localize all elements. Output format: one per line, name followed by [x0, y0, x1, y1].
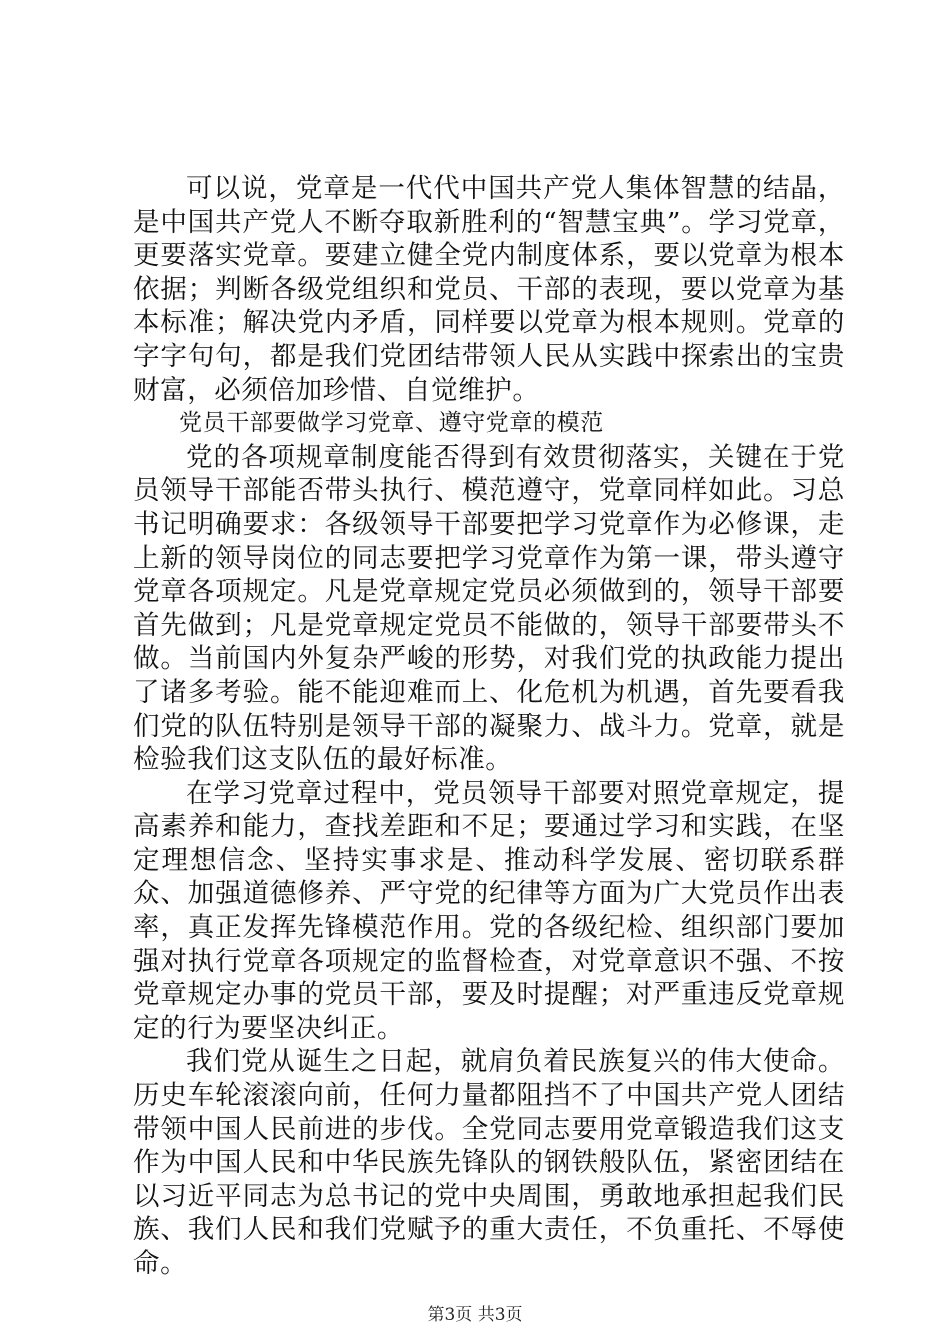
paragraph-mission: 我们党从诞生之日起，就肩负着民族复兴的伟大使命。历史车轮滚滚向前，任何力量都阻挡不了中国共产党人团结带领中国人民前进的步伐。全党同志要用党章锻造我们这支作为中国人民和中华民族先锋队的钢铁般队伍，紧密团结在以习近平同志为总书记的党中央周围，勇敢地承担起我们民族、我们人民和我们党赋予的重大责任，不负重托、不辱使命。 [133, 1046, 845, 1279]
section-heading: 党员干部要做学习党章、遵守党章的模范 [179, 410, 604, 437]
paragraph-study-process: 在学习党章过程中，党员领导干部要对照党章规定，提高素养和能力，查找差距和不足；要通过学习和实践，在坚定理想信念、坚持实事求是、推动科学发展、密切联系群众、加强道德修养、严守党的纪律等方面为广大党员作出表率，真正发挥先锋模范作用。党的各级纪检、组织部门要加强对执行党章各项规定的监督检查，对党章意识不强、不按党章规定办事的党员干部，要及时提醒；对严重违反党章规定的行为要坚决纠正。 [133, 777, 845, 1044]
page-number: 第3页 共3页 [427, 1305, 523, 1325]
paragraph-leaders-example: 党的各项规章制度能否得到有效贯彻落实，关键在于党员领导干部能否带头执行、模范遵守，党章同样如此。习总书记明确要求：各级领导干部要把学习党章作为必修课，走上新的领导岗位的同志要把学习党章作为第一课，带头遵守党章各项规定。凡是党章规定党员必须做到的，领导干部要首先做到；凡是党章规定党员不能做的，领导干部要带头不做。当前国内外复杂严峻的形势，对我们党的执政能力提出了诸多考验。能不能迎难而上、化危机为机遇，首先要看我们党的队伍特别是领导干部的凝聚力、战斗力。党章，就是检验我们这支队伍的最好标准。 [133, 441, 845, 776]
document-body [133, 172, 845, 1281]
paragraph-charter-wisdom: 可以说，党章是一代代中国共产党人集体智慧的结晶，是中国共产党人不断夺取新胜利的“智慧宝典”。学习党章，更要落实党章。要建立健全党内制度体系，要以党章为根本依据；判断各级党组织和党员、干部的表现，要以党章为基本标准；解决党内矛盾，同样要以党章为根本规则。党章的字字句句，都是我们党团结带领人民从实践中探索出的宝贵财富，必须倍加珍惜、自觉维护。 [133, 173, 845, 406]
